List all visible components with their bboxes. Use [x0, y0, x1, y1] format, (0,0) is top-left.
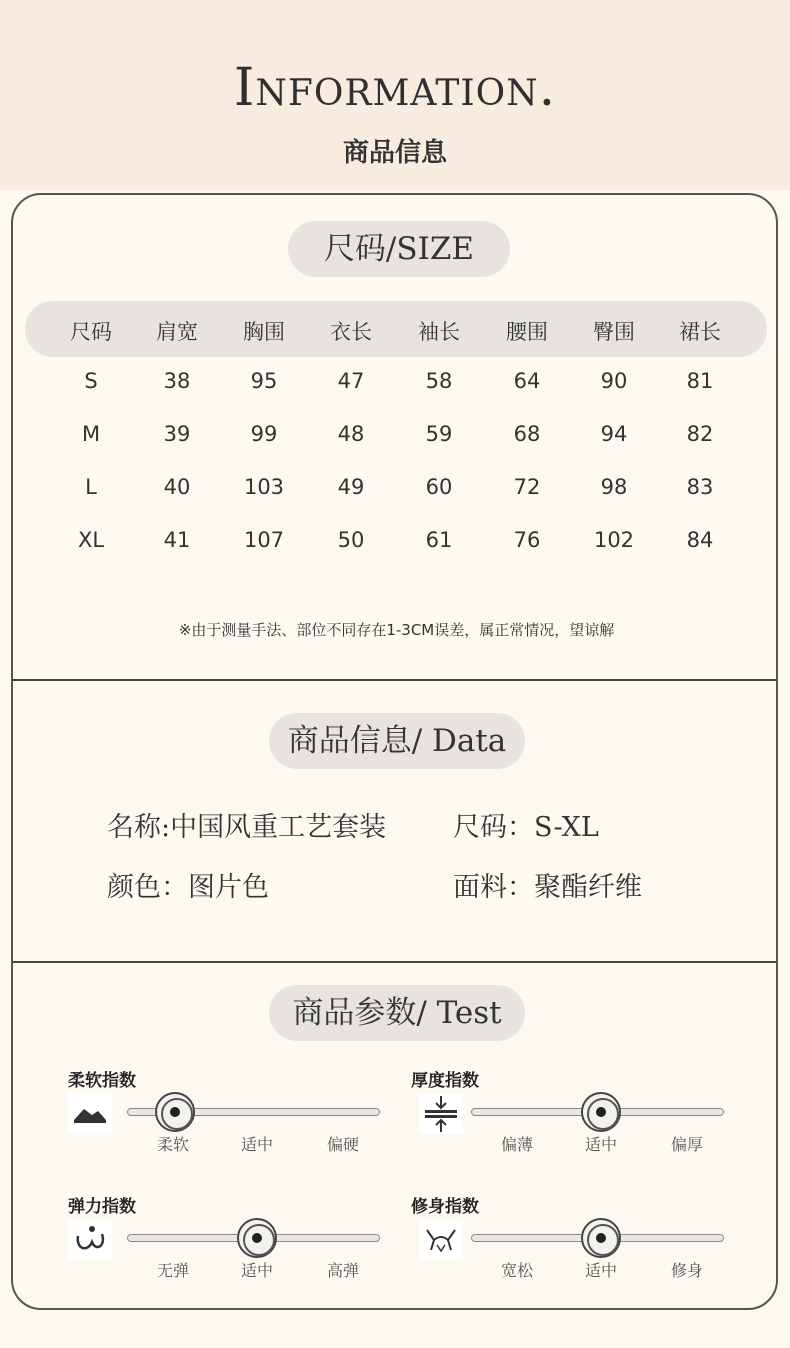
size-column-header: 臀围: [593, 320, 635, 344]
softness-label-high: 偏硬: [326, 1135, 359, 1154]
product-color: 颜色：图片色: [107, 872, 269, 903]
size-cell: 61: [425, 528, 453, 552]
size-column-header: 胸围: [243, 320, 285, 344]
size-cell: 49: [337, 475, 365, 499]
size-cell: 94: [600, 422, 628, 446]
size-cell: 47: [337, 369, 365, 393]
size-cell: 39: [163, 422, 191, 446]
size-cell: 107: [243, 528, 285, 552]
size-column-header: 肩宽: [156, 320, 198, 344]
page-title-cn: 商品信息: [342, 138, 447, 168]
size-column-header: 尺码: [70, 320, 112, 344]
size-row-label: L: [85, 475, 97, 499]
thickness-label-high: 偏厚: [670, 1135, 703, 1154]
softness-label-low: 柔软: [156, 1135, 189, 1154]
thickness-icon: [419, 1094, 463, 1134]
size-cell: 81: [686, 369, 714, 393]
elasticity-label-high: 高弹: [326, 1261, 359, 1280]
fit-indicator: [581, 1218, 621, 1258]
thickness-label-low: 偏薄: [500, 1135, 533, 1154]
elasticity-label-mid: 适中: [240, 1261, 273, 1280]
size-cell: 68: [513, 422, 541, 446]
metric-title-fit: 修身指数: [411, 1197, 479, 1217]
info-card: [11, 193, 778, 1310]
size-cell: 83: [686, 475, 714, 499]
size-cell: 84: [686, 528, 714, 552]
fit-label-high: 修身: [670, 1261, 703, 1280]
size-cell: 99: [250, 422, 278, 446]
size-cell: 103: [243, 475, 285, 499]
size-column-header: 腰围: [506, 320, 548, 344]
product-fabric: 面料：聚酯纤维: [453, 872, 642, 903]
fit-icon: [419, 1220, 463, 1260]
size-cell: 50: [337, 528, 365, 552]
size-cell: 98: [600, 475, 628, 499]
softness-indicator: [155, 1092, 195, 1132]
size-cell: 76: [513, 528, 541, 552]
elastic-icon: [68, 1220, 112, 1260]
test-section-title: 商品参数/ Test: [269, 985, 525, 1041]
size-cell: 82: [686, 422, 714, 446]
product-size: 尺码：S-XL: [453, 812, 599, 843]
fit-label-low: 宽松: [500, 1261, 533, 1280]
data-section-title: 商品信息/ Data: [269, 713, 525, 769]
size-row-label: M: [81, 422, 101, 446]
elasticity-indicator: [237, 1218, 277, 1258]
size-cell: 38: [163, 369, 191, 393]
size-cell: 102: [593, 528, 635, 552]
size-column-header: 袖长: [418, 320, 460, 344]
size-column-header: 裙长: [679, 320, 721, 344]
size-section-title: 尺码/SIZE: [288, 221, 510, 277]
product-name: 名称:中国风重工艺套装: [107, 812, 387, 843]
size-cell: 41: [163, 528, 191, 552]
section-divider: [13, 679, 778, 681]
metric-title-elasticity: 弹力指数: [68, 1197, 136, 1217]
size-cell: 58: [425, 369, 453, 393]
metric-title-thickness: 厚度指数: [411, 1071, 479, 1091]
size-cell: 72: [513, 475, 541, 499]
size-row-label: XL: [77, 528, 105, 552]
size-cell: 95: [250, 369, 278, 393]
fit-label-mid: 适中: [584, 1261, 617, 1280]
page-title-en: Information.: [233, 58, 557, 118]
size-row-label: S: [84, 369, 98, 393]
softness-label-mid: 适中: [240, 1135, 273, 1154]
soft-icon: [68, 1093, 112, 1133]
section-divider: [13, 961, 778, 963]
thickness-indicator: [581, 1092, 621, 1132]
thickness-label-mid: 适中: [584, 1135, 617, 1154]
metric-title-softness: 柔软指数: [68, 1071, 136, 1091]
size-cell: 48: [337, 422, 365, 446]
size-cell: 40: [163, 475, 191, 499]
elasticity-label-low: 无弹: [156, 1261, 189, 1280]
measurement-note: ※由于测量手法、部位不同存在1-3CM误差，属正常情况，望谅解: [178, 621, 615, 639]
size-cell: 90: [600, 369, 628, 393]
size-cell: 64: [513, 369, 541, 393]
size-column-header: 衣长: [330, 320, 372, 344]
size-cell: 60: [425, 475, 453, 499]
size-cell: 59: [425, 422, 453, 446]
